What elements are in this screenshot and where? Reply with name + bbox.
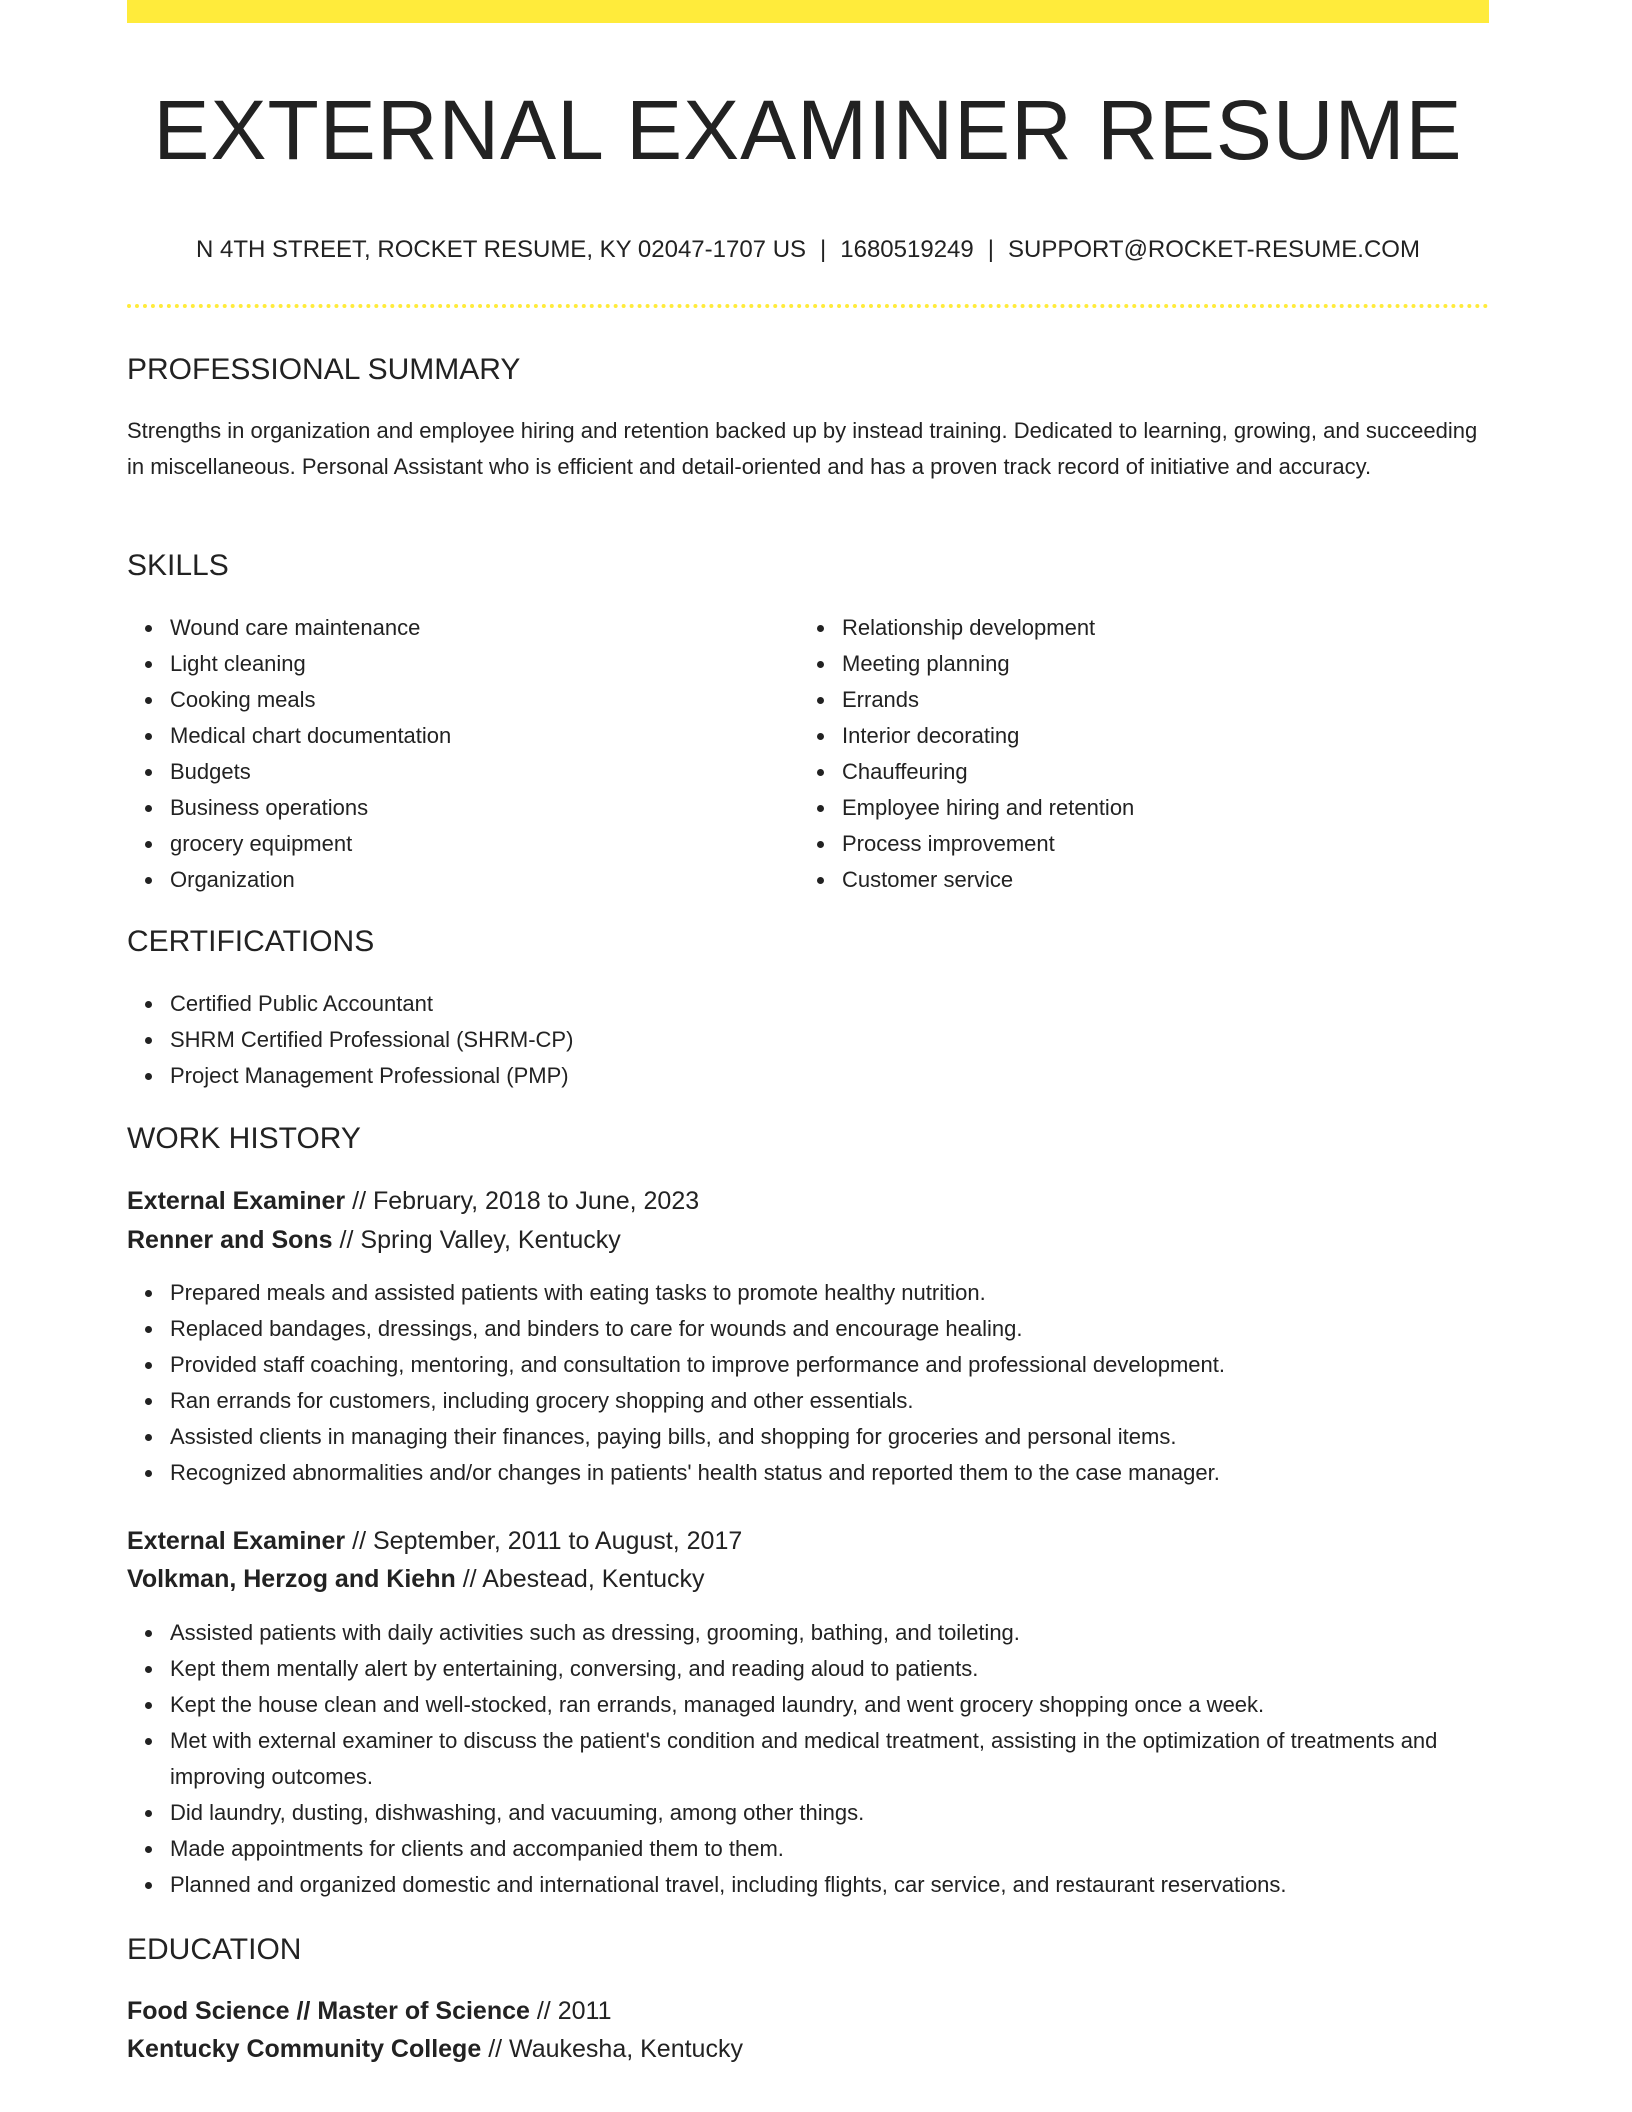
job-title-line <box>127 1523 742 1559</box>
skill-item: Meeting planning <box>842 646 1482 682</box>
skill-item: Budgets <box>170 754 810 790</box>
certifications-list <box>127 986 1470 1094</box>
skill-item: Process improvement <box>842 826 1482 862</box>
contact-phone: 1680519249 <box>840 236 974 263</box>
skill-item: Employee hiring and retention <box>842 790 1482 826</box>
job-location: Abestead, Kentucky <box>482 1565 705 1593</box>
education-degree: Food Science // Master of Science <box>127 1997 530 2025</box>
contact-separator: | <box>820 236 827 263</box>
job-bullet: Assisted clients in managing their finances, paying bills, and shopping for groceries and personal items. <box>170 1419 1500 1455</box>
skills-heading: SKILLS <box>127 549 229 582</box>
contact-email: SUPPORT@ROCKET-RESUME.COM <box>1007 236 1420 263</box>
job-bullet: Replaced bandages, dressings, and binders to care for wounds and encourage healing. <box>170 1311 1500 1347</box>
certification-item: SHRM Certified Professional (SHRM-CP) <box>170 1022 1470 1058</box>
job-dates: February, 2018 to June, 2023 <box>372 1187 700 1215</box>
job-company-line <box>127 1561 705 1597</box>
job-bullet: Assisted patients with daily activities such as dressing, grooming, bathing, and toileting. <box>170 1615 1500 1651</box>
summary-text: Strengths in organization and employee hiring and retention backed up by instead training. Dedicated to learning, growing, and succeeding in miscellaneous. Personal Assistant who is efficient and detail-oriented and has a proven track record of initiative and accuracy. <box>127 418 1478 479</box>
skills-list-left <box>127 610 810 898</box>
certification-item: Project Management Professional (PMP) <box>170 1058 1470 1094</box>
header-divider <box>127 304 1489 308</box>
education-school-line <box>127 2031 743 2067</box>
job-location: Spring Valley, Kentucky <box>360 1226 621 1254</box>
skill-item: Organization <box>170 862 810 898</box>
certification-item: Certified Public Accountant <box>170 986 1470 1022</box>
skill-item: Interior decorating <box>842 718 1482 754</box>
certifications-heading: CERTIFICATIONS <box>127 925 375 958</box>
job-bullet: Met with external examiner to discuss the patient's condition and medical treatment, assisting in the optimization of treatments and improving outcomes. <box>170 1723 1500 1795</box>
job-bullets <box>127 1615 1500 1903</box>
job-bullet: Ran errands for customers, including grocery shopping and other essentials. <box>170 1383 1500 1419</box>
skill-item: Light cleaning <box>170 646 810 682</box>
job-company: Renner and Sons <box>127 1226 333 1254</box>
skill-item: Customer service <box>842 862 1482 898</box>
skill-item: Cooking meals <box>170 682 810 718</box>
job-bullet: Did laundry, dusting, dishwashing, and vacuuming, among other things. <box>170 1795 1500 1831</box>
job-bullet: Kept them mentally alert by entertaining, conversing, and reading aloud to patients. <box>170 1651 1500 1687</box>
resume-title: EXTERNAL EXAMINER RESUME <box>153 83 1463 177</box>
skill-item: Business operations <box>170 790 810 826</box>
divider: // <box>462 1565 477 1593</box>
skills-list-right <box>799 610 1482 898</box>
job-company-line <box>127 1222 621 1258</box>
divider: // <box>352 1187 367 1215</box>
job-title: External Examiner <box>127 1527 346 1555</box>
job-title: External Examiner <box>127 1187 346 1215</box>
education-school: Kentucky Community College <box>127 2035 482 2063</box>
top-accent-bar <box>127 0 1489 23</box>
job-bullet: Planned and organized domestic and international travel, including flights, car service, and restaurant reservations. <box>170 1867 1500 1903</box>
contact-line <box>127 234 1489 266</box>
job-bullets <box>127 1275 1500 1491</box>
work-history-heading: WORK HISTORY <box>127 1122 361 1155</box>
skill-item: Chauffeuring <box>842 754 1482 790</box>
divider: // <box>339 1226 354 1254</box>
job-bullet: Kept the house clean and well-stocked, ran errands, managed laundry, and went grocery shopping once a week. <box>170 1687 1500 1723</box>
skill-item: Errands <box>842 682 1482 718</box>
job-bullet: Made appointments for clients and accompanied them to them. <box>170 1831 1500 1867</box>
contact-address: N 4TH STREET, ROCKET RESUME, KY 02047-1707 US <box>196 236 807 263</box>
job-dates: September, 2011 to August, 2017 <box>372 1527 743 1555</box>
job-title-line <box>127 1183 699 1219</box>
education-heading: EDUCATION <box>127 1933 302 1966</box>
skill-item: grocery equipment <box>170 826 810 862</box>
job-company: Volkman, Herzog and Kiehn <box>127 1565 456 1593</box>
skill-item: Relationship development <box>842 610 1482 646</box>
education-location: Waukesha, Kentucky <box>509 2035 743 2063</box>
skill-item: Wound care maintenance <box>170 610 810 646</box>
divider: // <box>488 2035 503 2063</box>
summary-heading: PROFESSIONAL SUMMARY <box>127 353 521 386</box>
job-bullet: Prepared meals and assisted patients with eating tasks to promote healthy nutrition. <box>170 1275 1500 1311</box>
education-year: 2011 <box>557 1997 612 2025</box>
divider: // <box>352 1527 367 1555</box>
job-bullet: Provided staff coaching, mentoring, and consultation to improve performance and professional development. <box>170 1347 1500 1383</box>
skill-item: Medical chart documentation <box>170 718 810 754</box>
divider: // <box>536 1997 551 2025</box>
job-bullet: Recognized abnormalities and/or changes in patients' health status and reported them to the case manager. <box>170 1455 1500 1491</box>
education-degree-line <box>127 1993 611 2029</box>
contact-separator: | <box>987 236 994 263</box>
